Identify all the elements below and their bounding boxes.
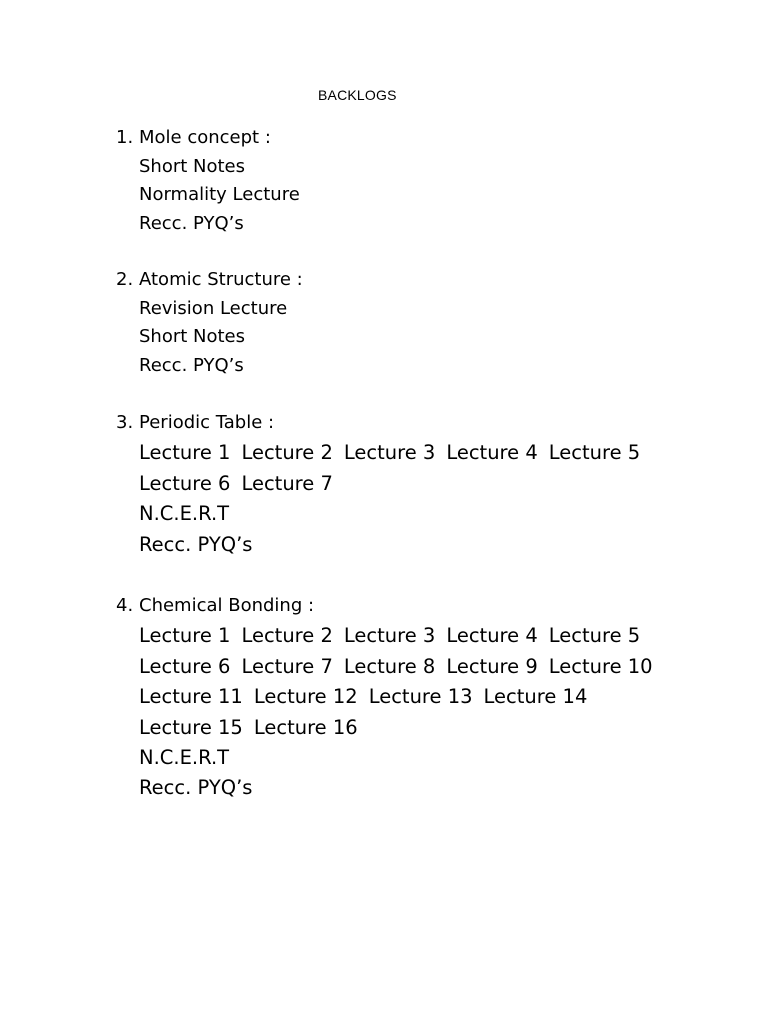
list-item: Short Notes [139, 155, 246, 177]
section-number: 4. [116, 595, 134, 616]
section-periodic-table [116, 408, 756, 560]
lecture-item: Lecture 7 [241, 471, 333, 495]
lecture-item: Lecture 9 [446, 654, 538, 678]
lecture-item: Lecture 3 [343, 624, 436, 648]
list-item: Recc. PYQ’s [139, 532, 253, 556]
lecture-item: Lecture 10 [548, 654, 653, 678]
section-title: Chemical Bonding : [139, 595, 315, 616]
lecture-row [116, 438, 756, 468]
lecture-item: Lecture 7 [241, 654, 333, 678]
section-title: Atomic Structure : [139, 269, 303, 290]
list-item: Recc. PYQ’s [139, 355, 244, 377]
lecture-item: Lecture 1 [139, 441, 231, 465]
section-chemical-bonding [116, 591, 756, 804]
section-heading [116, 266, 756, 295]
page-title: BACKLOGS [318, 87, 397, 103]
lecture-item: Lecture 14 [483, 685, 588, 709]
lecture-item: Lecture 16 [253, 715, 358, 739]
lecture-item: Lecture 11 [139, 685, 243, 709]
section-heading [116, 124, 756, 153]
lecture-row [116, 713, 756, 743]
list-item: N.C.E.R.T [139, 502, 230, 526]
list-item: N.C.E.R.T [139, 745, 230, 769]
section-title: Periodic Table : [139, 412, 275, 433]
lecture-rows [116, 438, 756, 499]
lecture-item: Lecture 2 [241, 624, 333, 648]
lecture-item: Lecture 1 [139, 624, 231, 648]
list-item: Recc. PYQ’s [139, 213, 244, 235]
list-item: Short Notes [139, 326, 246, 348]
list-item: Revision Lecture [139, 297, 288, 319]
lecture-item: Lecture 4 [446, 441, 538, 465]
section-heading [116, 591, 756, 621]
list-item: Recc. PYQ’s [139, 776, 253, 800]
section-number: 3. [116, 412, 134, 433]
lecture-item: Lecture 12 [253, 685, 358, 709]
lecture-rows [116, 621, 756, 743]
lecture-item: Lecture 5 [548, 624, 641, 648]
section-number: 2. [116, 269, 134, 290]
section-heading [116, 408, 756, 438]
lecture-row [116, 469, 756, 499]
lecture-item: Lecture 15 [139, 715, 243, 739]
lecture-row [116, 682, 756, 712]
lecture-item: Lecture 6 [139, 471, 231, 495]
section-title: Mole concept : [139, 127, 271, 148]
lecture-item: Lecture 2 [241, 441, 333, 465]
lecture-row [116, 621, 756, 651]
lecture-item: Lecture 8 [343, 654, 436, 678]
section-number: 1. [116, 127, 134, 148]
section-atomic-structure [116, 266, 756, 381]
lecture-item: Lecture 5 [548, 441, 641, 465]
list-item: Normality Lecture [139, 184, 300, 206]
section-mole-concept [116, 124, 756, 239]
lecture-item: Lecture 4 [446, 624, 538, 648]
lecture-item: Lecture 6 [139, 654, 231, 678]
lecture-item: Lecture 13 [368, 685, 473, 709]
lecture-row [116, 652, 756, 682]
lecture-item: Lecture 3 [343, 441, 436, 465]
